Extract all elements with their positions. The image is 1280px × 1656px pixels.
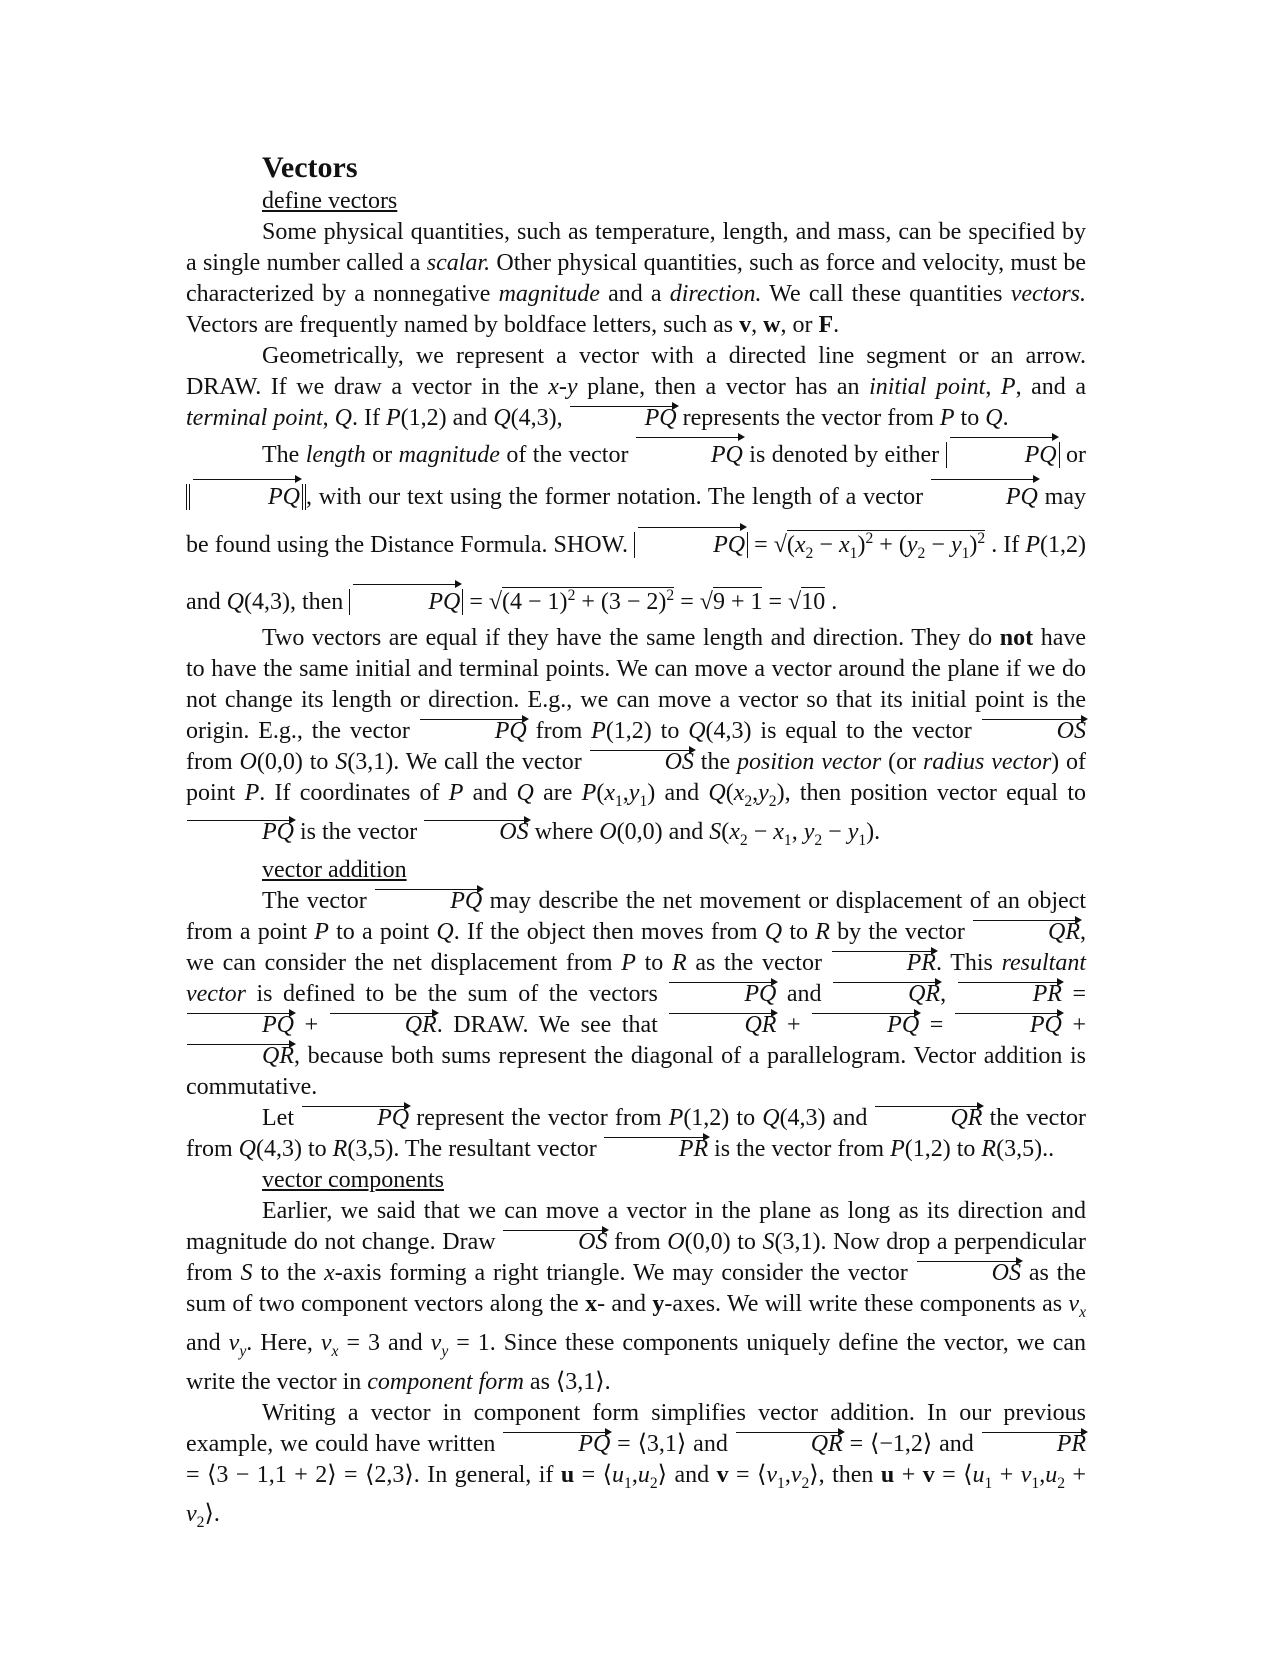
paragraph: Earlier, we said that we can move a vector in the plane as long as its direction and magnitude do not change. Draw OS from O(0,0) to S(3,1). Now drop a perpendicular from S to the x-axis forming a right triangle. We may consider the vector OS as the sum of two component vectors along the x- and y-axes. We will write these components as $v_x$ and $v_y$. Here, $v_x = 3$ and $v_y = 1$. Since these components uniquely define the vector, we can write the vector in component form as ⟨3,1⟩. (186, 1198, 1087, 1395)
page-title: Vectors (262, 151, 358, 184)
paragraph: Writing a vector in component form simplifies vector addition. In our previous example, we could have written PQ = ⟨3,1⟩ and QR = ⟨−1,2⟩ and PR = ⟨3 − 1,1 + 2⟩ = ⟨2,3⟩. In general, if $u = ⟨u_1,u_2⟩$ and $v = ⟨v_1,v_2⟩$, then $u + v = ⟨u_1 + v_1,u_2$ + $v_2⟩$. (186, 1399, 1087, 1531)
paragraph: Some physical quantities, such as temperature, length, and mass, can be specified by a single number called a scalar. Other physical quantities, such as force and velocity, must be characterized by a nonnegative magnitude and a direction. We call these quantities vectors. Vectors are frequently named by boldface letters, such as v, w, or F. (186, 219, 1086, 338)
section-heading-define-vectors: define vectors (262, 188, 398, 214)
paragraph: Let PQ represent the vector from P(1,2) to Q(4,3) and QR the vector from Q(4,3) to R(3,5). The resultant vector PR is the vector from P(1,2) to R(3,5).. (186, 1103, 1086, 1165)
section-heading-vector-components: vector components (262, 1167, 444, 1194)
paragraph: The length or magnitude of the vector PQ is denoted by either PQ or PQ , with our text using the former notation. The length of a vector PQ may be found using the Distance Formula. SHOW. PQ = $√(x_2 - x_1)^2 + (y_2 - y_1)^2$ . If P(1,2) and Q(4,3), then PQ = $√(4 - 1)^2 + (3 - 2)^2 = √9 + 1 = √10$ . (186, 434, 1086, 623)
paragraph: Two vectors are equal if they have the same length and direction. They do not have to have the same initial and terminal points. We can move a vector around the plane if we do not change its length or direction. E.g., we can move a vector so that its initial point is the origin. E.g., the vector PQ from P(1,2) to Q(4,3) is equal to the vector OS from O(0,0) to S(3,1). We call the vector OS the position vector (or radius vector) of point P. If coordinates of P and Q are $P(x_1,y_1)$ and $Q(x_2,y_2)$, then position vector equal to PQ is the vector OS where O(0,0) and $S(x_2 - x_1$, $y_2 - y_1$). (186, 624, 1087, 849)
section-heading-vector-addition: vector addition (262, 857, 407, 884)
paragraph: Geometrically, we represent a vector with a directed line segment or an arrow. DRAW. If we draw a vector in the x-y plane, then a vector has an initial point, P, and a terminal point, Q. If P(1,2) and Q(4,3), PQ represents the vector from P to Q. (186, 341, 1086, 434)
paragraph: The vector PQ may describe the net movement or displacement of an object from a point P to a point Q. If the object then moves from Q to R by the vector QR, we can consider the net displacement from P to R as the vector PR. This resultant vector is defined to be the sum of the vectors PQ and QR, PR = PQ + QR. DRAW. We see that QR + PQ = PQ + QR, because both sums represent the diagonal of a parallelogram. Vector addition is commutative. (186, 888, 1087, 1101)
document-page (186, 150, 1086, 1538)
